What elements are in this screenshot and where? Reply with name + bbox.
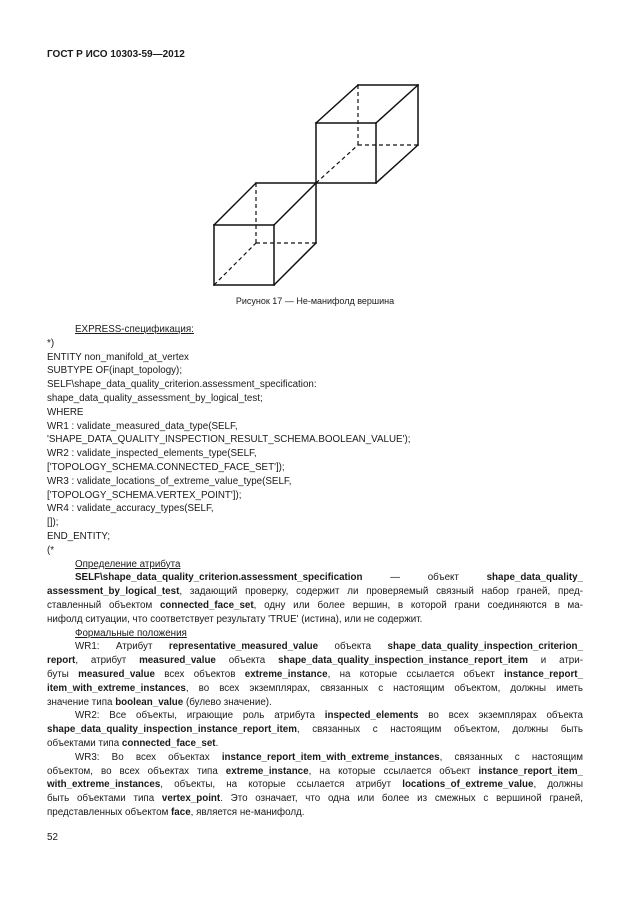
cube-edge xyxy=(376,85,418,123)
text-run: быть объектами типа xyxy=(47,793,162,805)
bold-term: face xyxy=(171,806,191,818)
paragraph-line xyxy=(47,806,583,820)
code-line: *) xyxy=(47,337,55,349)
code-line: []); xyxy=(47,517,59,529)
paragraph-line xyxy=(47,668,583,682)
code-line: WR4 : validate_accuracy_types(SELF, xyxy=(47,503,214,515)
bold-term: extreme_instance xyxy=(225,765,309,777)
code-line: WR2 : validate_inspected_elements_type(SELF, xyxy=(47,448,257,460)
hidden-edge xyxy=(316,145,358,183)
bold-term: shape_data_quality_inspection_criterion_ xyxy=(387,641,583,653)
paragraph-line xyxy=(47,723,583,737)
text-run: всех объектов xyxy=(154,668,245,680)
text-run: нифолд ситуации, что соответствует результату 'TRUE' (истина), или не содержит. xyxy=(47,613,423,625)
cube-edge xyxy=(316,85,358,123)
text-run: объекта xyxy=(215,655,279,667)
paragraph-line xyxy=(47,696,583,710)
bold-term: report xyxy=(47,655,76,667)
code-line: SUBTYPE OF(inapt_topology); xyxy=(47,365,183,377)
figure-two-cubes-sharing-vertex xyxy=(200,75,430,295)
express-heading-line xyxy=(47,323,583,337)
text-run: , связанных с настоящим объектом, должны быть xyxy=(296,724,583,736)
paragraph-line xyxy=(47,751,583,765)
text-run: , атрибут xyxy=(75,655,140,667)
bold-term: extreme_instance xyxy=(244,668,328,680)
bold-term: boolean_value xyxy=(115,696,184,708)
text-run: объекта xyxy=(318,641,388,653)
code-line: WR1 : validate_measured_data_type(SELF, xyxy=(47,420,238,432)
formal-propositions-heading: Формальные положения xyxy=(75,627,187,639)
text-run: , на которые ссылается объект xyxy=(308,765,479,777)
code-line: (* xyxy=(47,544,55,556)
bold-term: locations_of_extreme_value xyxy=(402,779,534,791)
document-body xyxy=(47,323,583,820)
text-run: представленных объектом xyxy=(47,806,172,818)
code-line: 'SHAPE_DATA_QUALITY_INSPECTION_RESULT_SCHEMA.BOOLEAN_VALUE'); xyxy=(47,434,411,446)
text-run: ставленный объектом xyxy=(47,599,160,611)
code-line: shape_data_quality_assessment_by_logical_test; xyxy=(47,392,263,404)
cube-lower xyxy=(214,183,316,285)
bold-term: item_with_extreme_instances xyxy=(47,682,186,694)
paragraph-line xyxy=(47,765,583,779)
bold-term: instance_report_item_ xyxy=(478,765,583,777)
text-run: , объекты, на которые ссылается атрибут xyxy=(160,779,403,791)
page-number: 52 xyxy=(47,832,58,843)
attribute-definition-heading: Определение атрибута xyxy=(75,558,181,570)
text-run: и атри- xyxy=(527,655,583,667)
paragraph-line xyxy=(47,613,583,627)
bold-term: instance_report_item_with_extreme_instances xyxy=(221,751,440,763)
attribute-definition-heading-line xyxy=(47,558,583,572)
text-run: , должны xyxy=(533,779,583,791)
cube-upper xyxy=(316,85,418,183)
text-run: WR1: Атрибут xyxy=(75,641,169,653)
text-run: (булево значение). xyxy=(183,696,272,708)
paragraph-line xyxy=(47,585,583,599)
text-run: , одну или более вершин, в которой грани соединяются в ма- xyxy=(253,599,583,611)
text-run: — объект xyxy=(362,572,487,584)
bold-term: shape_data_quality_inspection_instance_report_item xyxy=(47,724,297,736)
paragraph-line xyxy=(47,737,583,751)
bold-term: with_extreme_instances xyxy=(47,779,161,791)
code-line: ['TOPOLOGY_SCHEMA.VERTEX_POINT']); xyxy=(47,489,242,501)
text-run: значение типа xyxy=(47,696,116,708)
text-run: во всех экземплярах объекта xyxy=(418,710,583,722)
text-run: , связанных с настоящим xyxy=(439,751,583,763)
code-line: END_ENTITY; xyxy=(47,530,111,542)
bold-term: vertex_point xyxy=(161,793,221,805)
paragraph-line xyxy=(47,640,583,654)
text-run: . Это означает, что одна или более из смежных с вершиной граней, xyxy=(220,793,583,805)
bold-term: connected_face_set xyxy=(121,737,216,749)
hidden-edge xyxy=(214,243,256,285)
text-run: , является не-манифолд. xyxy=(190,806,305,818)
bold-term: shape_data_quality_ xyxy=(486,572,583,584)
code-line: ['TOPOLOGY_SCHEMA.CONNECTED_FACE_SET']); xyxy=(47,461,285,473)
paragraph-line xyxy=(47,709,583,723)
express-heading: EXPRESS-спецификация: xyxy=(75,324,194,335)
bold-term: measured_value xyxy=(139,655,216,667)
code-line: WR3 : validate_locations_of_extreme_value_type(SELF, xyxy=(47,475,292,487)
bold-term: inspected_elements xyxy=(324,710,419,722)
bold-term: measured_value xyxy=(78,668,155,680)
code-line: ENTITY non_manifold_at_vertex xyxy=(47,351,189,363)
code-line: WHERE xyxy=(47,406,84,418)
text-run: , задающий проверку, содержит ли проверяемый связный набор граней, пред- xyxy=(179,586,583,598)
bold-term: shape_data_quality_inspection_instance_report_item xyxy=(278,655,528,667)
document-header: ГОСТ Р ИСО 10303-59—2012 xyxy=(47,49,185,60)
figure-caption: Рисунок 17 — Не-манифолд вершина xyxy=(235,296,395,306)
bold-term: instance_report_ xyxy=(504,668,583,680)
paragraph-line xyxy=(47,682,583,696)
paragraph-line xyxy=(47,654,583,668)
cube-edge xyxy=(274,243,316,285)
bold-term: SELF\shape_data_quality_criterion.assessment_specification xyxy=(75,572,363,584)
text-run: , на которые ссылается объект xyxy=(327,668,505,680)
cube-edge xyxy=(214,183,256,225)
paragraph-line xyxy=(47,778,583,792)
code-line: SELF\shape_data_quality_criterion.assessment_specification: xyxy=(47,379,317,391)
text-run: . xyxy=(215,737,219,749)
cube-edge xyxy=(376,145,418,183)
bold-term: assessment_by_logical_test xyxy=(47,586,180,598)
text-run: объектом, во всех объектах типа xyxy=(47,765,226,777)
paragraph-line xyxy=(47,599,583,613)
cube-edge xyxy=(274,183,316,225)
text-run: объектами типа xyxy=(47,737,122,749)
bold-term: representative_measured_value xyxy=(168,641,319,653)
paragraph-line xyxy=(47,571,583,585)
bold-term: connected_face_set xyxy=(159,599,254,611)
text-run: буты xyxy=(47,668,79,680)
text-run: WR2: Все объекты, играющие роль атрибута xyxy=(75,710,325,722)
paragraph-line xyxy=(47,792,583,806)
text-run: , во всех экземплярах, связанных с настоящим объектом, должны иметь xyxy=(185,682,583,694)
formal-propositions-heading-line xyxy=(47,627,583,641)
text-run: WR3: Во всех объектах xyxy=(75,751,222,763)
